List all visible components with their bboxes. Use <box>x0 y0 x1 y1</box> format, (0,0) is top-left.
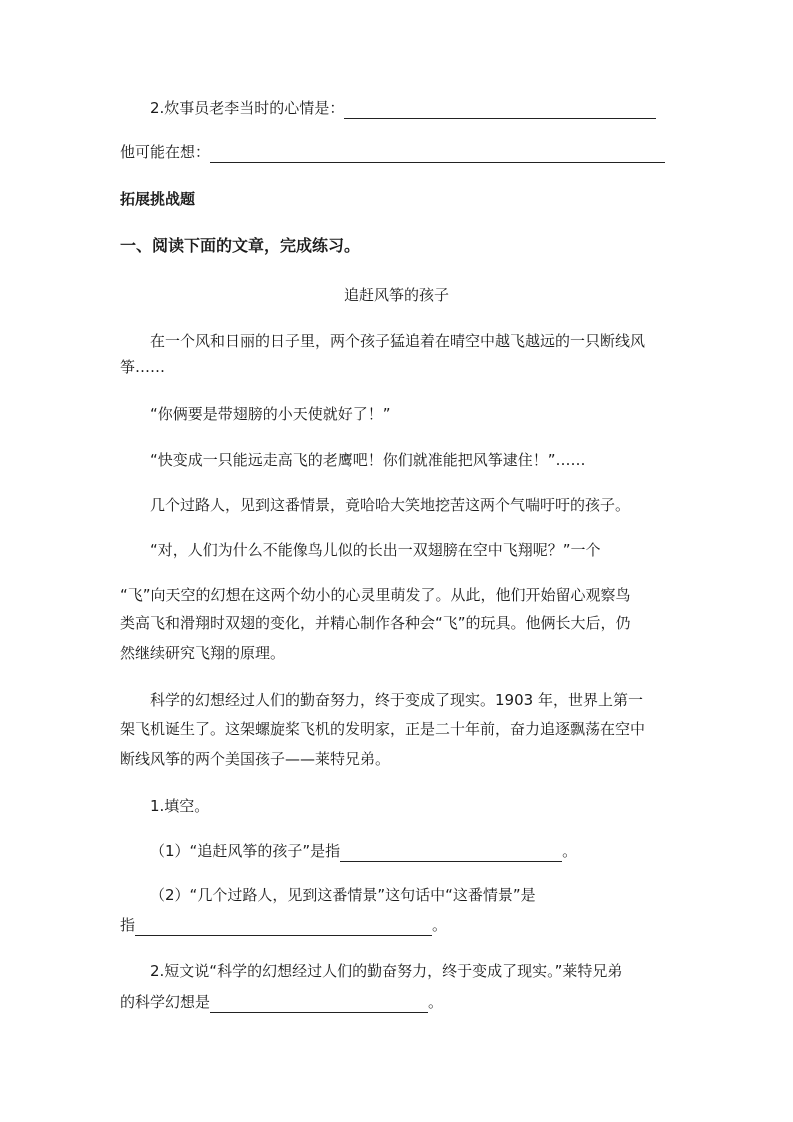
exercise-1-2-answer-blank[interactable] <box>135 917 432 936</box>
exercise-1-2-label: 指 <box>120 916 136 934</box>
article-paragraph-3-line-2: “飞”向天空的幻想在这两个幼小的心灵里萌发了。从此，他们开始留心观察鸟 <box>120 586 631 604</box>
think-question <box>120 141 665 163</box>
mood-answer-blank[interactable] <box>344 100 656 119</box>
exercise-1-2-period: 。 <box>432 916 448 934</box>
article-paragraph-4-line-2: 架飞机诞生了。这架螺旋桨飞机的发明家，正是二十年前，奋力追逐飘荡在空中 <box>120 720 646 738</box>
exercise-1-2-line-1: （2）“几个过路人，见到这番情景”这句话中“这番情景”是 <box>150 886 536 904</box>
exercise-1-2-line-2 <box>120 914 447 936</box>
exercise-1-1-answer-blank[interactable] <box>340 843 562 862</box>
article-paragraph-3-line-3: 类高飞和滑翔时双翅的变化，并精心制作各种会“飞”的玩具。他俩长大后，仍 <box>120 614 631 632</box>
exercise-2-label: 的科学幻想是 <box>120 993 211 1011</box>
think-answer-blank[interactable] <box>210 144 665 163</box>
exercise-1-1 <box>150 840 577 862</box>
exercise-2-answer-blank[interactable] <box>210 994 428 1013</box>
article-paragraph-4-line-1: 科学的幻想经过人们的勤奋努力，终于变成了现实。1903 年，世界上第一 <box>150 691 643 709</box>
part-one-title: 一、阅读下面的文章，完成练习。 <box>120 236 361 255</box>
article-paragraph-4-line-3: 断线风筝的两个美国孩子——莱特兄弟。 <box>120 750 391 768</box>
article-paragraph-1-line-2: 筝…… <box>120 358 166 376</box>
think-question-label: 他可能在想： <box>120 143 211 161</box>
exercise-1-heading: 1.填空。 <box>150 797 210 815</box>
exercise-2-period: 。 <box>428 993 444 1011</box>
exercise-1-1-period: 。 <box>562 842 578 860</box>
mood-question <box>150 97 656 119</box>
article-paragraph-1-line-1: 在一个风和日丽的日子里，两个孩子猛追着在晴空中越飞越远的一只断线风 <box>150 332 646 350</box>
exercise-1-1-label: （1）“追赶风筝的孩子”是指 <box>150 842 341 860</box>
article-paragraph-2: 几个过路人，见到这番情景，竟哈哈大笑地挖苦这两个气喘吁吁的孩子。 <box>150 496 631 514</box>
exercise-2-line-1: 2.短文说“科学的幻想经过人们的勤奋努力，终于变成了现实。”莱特兄弟 <box>150 962 623 980</box>
article-paragraph-3-line-4: 然继续研究飞翔的原理。 <box>120 644 286 662</box>
article-title: 追赶风筝的孩子 <box>343 286 449 304</box>
article-quote-1: “你俩要是带翅膀的小天使就好了！” <box>150 405 391 423</box>
article-paragraph-3-line-1: “对，人们为什么不能像鸟儿似的长出一双翅膀在空中飞翔呢？”一个 <box>150 541 601 559</box>
mood-question-label: 2.炊事员老李当时的心情是： <box>150 99 345 117</box>
exercise-2-line-2 <box>120 991 443 1013</box>
section-title: 拓展挑战题 <box>120 190 196 208</box>
article-quote-2: “快变成一只能远走高飞的老鹰吧！你们就准能把风筝逮住！”…… <box>150 451 586 469</box>
